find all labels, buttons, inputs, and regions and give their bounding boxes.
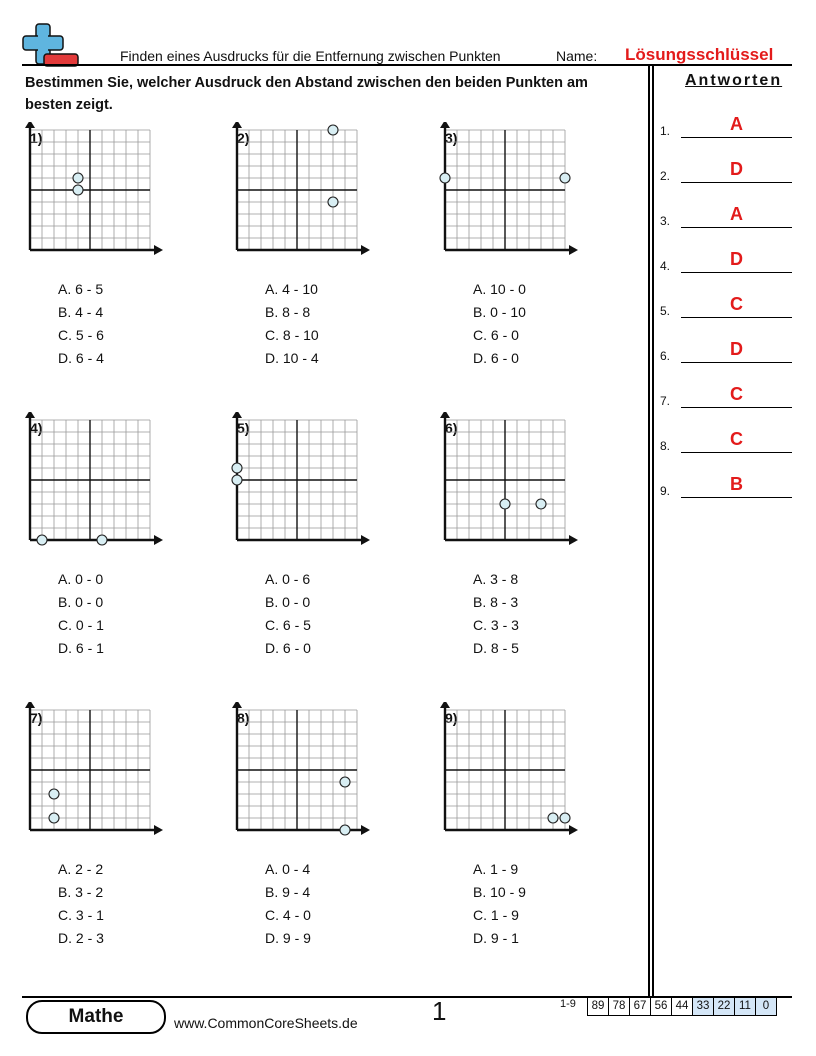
answer-choice: C. 8 - 10 — [265, 327, 319, 343]
coordinate-grid — [437, 122, 607, 272]
plotted-point — [440, 173, 450, 183]
answer-value: D — [730, 339, 743, 359]
plotted-point — [49, 813, 59, 823]
y-axis-arrow — [25, 412, 35, 418]
plotted-point — [73, 173, 83, 183]
coordinate-grid — [437, 702, 607, 852]
score-cell: 67 — [629, 998, 650, 1015]
answer-number: 2. — [660, 169, 671, 183]
y-axis-arrow — [440, 412, 450, 418]
name-label: Name: — [556, 48, 598, 64]
answer-choice: B. 0 - 0 — [265, 594, 311, 610]
answer-choice: C. 0 - 1 — [58, 617, 104, 633]
answer-line — [681, 407, 792, 408]
x-axis-arrow — [569, 535, 578, 545]
answer-choice: D. 9 - 1 — [473, 930, 519, 946]
coordinate-grid — [22, 702, 192, 852]
score-cell: 78 — [608, 998, 629, 1015]
plotted-point — [49, 789, 59, 799]
answer-value: A — [730, 114, 743, 134]
answer-number: 6. — [660, 349, 671, 363]
plotted-point — [97, 535, 107, 545]
logo — [22, 22, 80, 68]
answer-choice: D. 10 - 4 — [265, 350, 319, 366]
score-range: 1-9 — [560, 998, 576, 1010]
answer-number: 5. — [660, 304, 671, 318]
answer-value: D — [730, 159, 743, 179]
answer-choice: C. 6 - 0 — [473, 327, 519, 343]
coordinate-grid — [22, 412, 192, 562]
score-cell: 56 — [650, 998, 671, 1015]
answer-number: 8. — [660, 439, 671, 453]
plotted-point — [500, 499, 510, 509]
answer-choice: C. 4 - 0 — [265, 907, 311, 923]
answer-choice: A. 3 - 8 — [473, 571, 519, 587]
coordinate-grid — [229, 702, 399, 852]
answer-choice: C. 6 - 5 — [265, 617, 311, 633]
worksheet-title: Finden eines Ausdrucks für die Entfernung zwischen Punkten — [120, 48, 501, 64]
page-number: 1 — [432, 996, 447, 1026]
problem — [30, 710, 220, 960]
answer-choice: D. 6 - 0 — [473, 350, 519, 366]
answer-choices — [473, 278, 526, 370]
answer-choice: A. 6 - 5 — [58, 281, 104, 297]
score-cell: 22 — [713, 998, 734, 1015]
plotted-point — [536, 499, 546, 509]
answer-row — [660, 294, 792, 318]
x-axis-arrow — [361, 535, 370, 545]
subject-badge: Mathe — [26, 1000, 166, 1034]
answers-title: Antworten — [685, 72, 783, 89]
problem-number: 3) — [445, 130, 458, 146]
answer-row — [660, 384, 792, 408]
answer-line — [681, 137, 792, 138]
answer-number: 3. — [660, 214, 671, 228]
problem — [237, 710, 427, 960]
answer-row — [660, 204, 792, 228]
answer-choice: A. 10 - 0 — [473, 281, 526, 297]
y-axis-arrow — [232, 122, 242, 128]
answer-choice: A. 0 - 4 — [265, 861, 311, 877]
answer-number: 1. — [660, 124, 671, 138]
answer-choice: B. 3 - 2 — [58, 884, 104, 900]
answer-number: 4. — [660, 259, 671, 273]
answer-choices — [58, 858, 104, 950]
answer-line — [681, 317, 792, 318]
answer-choice: B. 0 - 10 — [473, 304, 526, 320]
x-axis-arrow — [154, 825, 163, 835]
answer-line — [681, 362, 792, 363]
problem-number: 6) — [445, 420, 458, 436]
coordinate-grid — [437, 412, 607, 562]
plotted-point — [37, 535, 47, 545]
answer-choices — [265, 278, 319, 370]
x-axis-arrow — [361, 245, 370, 255]
coordinate-grid — [229, 412, 399, 562]
answer-choice: D. 2 - 3 — [58, 930, 104, 946]
answer-value: C — [730, 384, 743, 404]
plotted-point — [560, 813, 570, 823]
answer-choices — [265, 568, 311, 660]
y-axis-arrow — [25, 122, 35, 128]
y-axis-arrow — [232, 702, 242, 708]
answer-row — [660, 339, 792, 363]
score-cell: 89 — [591, 1000, 605, 1012]
score-cell: 0 — [755, 998, 776, 1015]
answer-choice: B. 4 - 4 — [58, 304, 104, 320]
site-url: www.CommonCoreSheets.de — [174, 1015, 358, 1031]
answer-choice: B. 0 - 0 — [58, 594, 104, 610]
answer-row — [660, 249, 792, 273]
answer-line — [681, 227, 792, 228]
answer-value: A — [730, 204, 743, 224]
answer-choice: B. 10 - 9 — [473, 884, 526, 900]
answer-choice: D. 8 - 5 — [473, 640, 519, 656]
answer-value: D — [730, 249, 743, 269]
answer-choice: D. 6 - 1 — [58, 640, 104, 656]
answer-line — [681, 497, 792, 498]
answer-choice: B. 9 - 4 — [265, 884, 311, 900]
plotted-point — [328, 125, 338, 135]
x-axis-arrow — [154, 245, 163, 255]
x-axis-arrow — [569, 825, 578, 835]
answer-value: C — [730, 429, 743, 449]
problem-number: 7) — [30, 710, 43, 726]
y-axis-arrow — [440, 122, 450, 128]
problem-number: 4) — [30, 420, 43, 436]
y-axis-arrow — [232, 412, 242, 418]
answer-choice: B. 8 - 3 — [473, 594, 519, 610]
problem-number: 8) — [237, 710, 250, 726]
problem — [237, 130, 427, 380]
answer-choice: C. 3 - 3 — [473, 617, 519, 633]
problem-number: 5) — [237, 420, 250, 436]
problem — [237, 420, 427, 670]
problem — [30, 130, 220, 380]
answer-value: C — [730, 294, 743, 314]
header-divider — [22, 64, 792, 66]
answer-choice: A. 4 - 10 — [265, 281, 318, 297]
problem-number: 2) — [237, 130, 250, 146]
answer-value: B — [730, 474, 743, 494]
answer-choices — [265, 858, 311, 950]
coordinate-grid — [229, 122, 399, 272]
answer-choice: A. 1 - 9 — [473, 861, 519, 877]
coordinate-grid — [22, 122, 192, 272]
answer-choice: D. 9 - 9 — [265, 930, 311, 946]
problem-number: 1) — [30, 130, 43, 146]
x-axis-arrow — [361, 825, 370, 835]
answer-choice: C. 3 - 1 — [58, 907, 104, 923]
answer-choice: A. 0 - 0 — [58, 571, 104, 587]
answer-number: 9. — [660, 484, 671, 498]
plotted-point — [73, 185, 83, 195]
plotted-point — [560, 173, 570, 183]
problem — [445, 130, 635, 380]
plotted-point — [548, 813, 558, 823]
answer-line — [681, 182, 792, 183]
answer-line — [681, 452, 792, 453]
answer-choices — [58, 278, 104, 370]
plotted-point — [340, 825, 350, 835]
x-axis-arrow — [154, 535, 163, 545]
plotted-point — [340, 777, 350, 787]
score-cell: 11 — [734, 998, 755, 1015]
instructions: Bestimmen Sie, welcher Ausdruck den Abstand zwischen den beiden Punkten am besten zeigt. — [25, 75, 588, 113]
problem — [30, 420, 220, 670]
problem — [445, 420, 635, 670]
score-cell: 33 — [692, 998, 713, 1015]
answer-choice: D. 6 - 0 — [265, 640, 311, 656]
problem-number: 9) — [445, 710, 458, 726]
score-cell: 44 — [671, 998, 692, 1015]
answer-choice: B. 8 - 8 — [265, 304, 311, 320]
answer-choice: A. 2 - 2 — [58, 861, 104, 877]
answer-choices — [473, 568, 519, 660]
answer-choice: C. 5 - 6 — [58, 327, 104, 343]
answer-choices — [473, 858, 526, 950]
x-axis-arrow — [569, 245, 578, 255]
answer-choice: A. 0 - 6 — [265, 571, 311, 587]
answer-choice: C. 1 - 9 — [473, 907, 519, 923]
answer-line — [681, 272, 792, 273]
column-divider-left — [648, 66, 650, 996]
plotted-point — [232, 463, 242, 473]
column-divider-right — [652, 66, 654, 996]
answer-row — [660, 474, 792, 498]
answer-row — [660, 114, 792, 138]
answer-choices — [58, 568, 104, 660]
answer-number: 7. — [660, 394, 671, 408]
score-table — [587, 997, 777, 1016]
answer-choice: D. 6 - 4 — [58, 350, 104, 366]
plotted-point — [232, 475, 242, 485]
problem — [445, 710, 635, 960]
y-axis-arrow — [440, 702, 450, 708]
plotted-point — [328, 197, 338, 207]
answer-row — [660, 159, 792, 183]
y-axis-arrow — [25, 702, 35, 708]
answer-key-label: Lösungsschlüssel — [625, 45, 774, 64]
answer-row — [660, 429, 792, 453]
